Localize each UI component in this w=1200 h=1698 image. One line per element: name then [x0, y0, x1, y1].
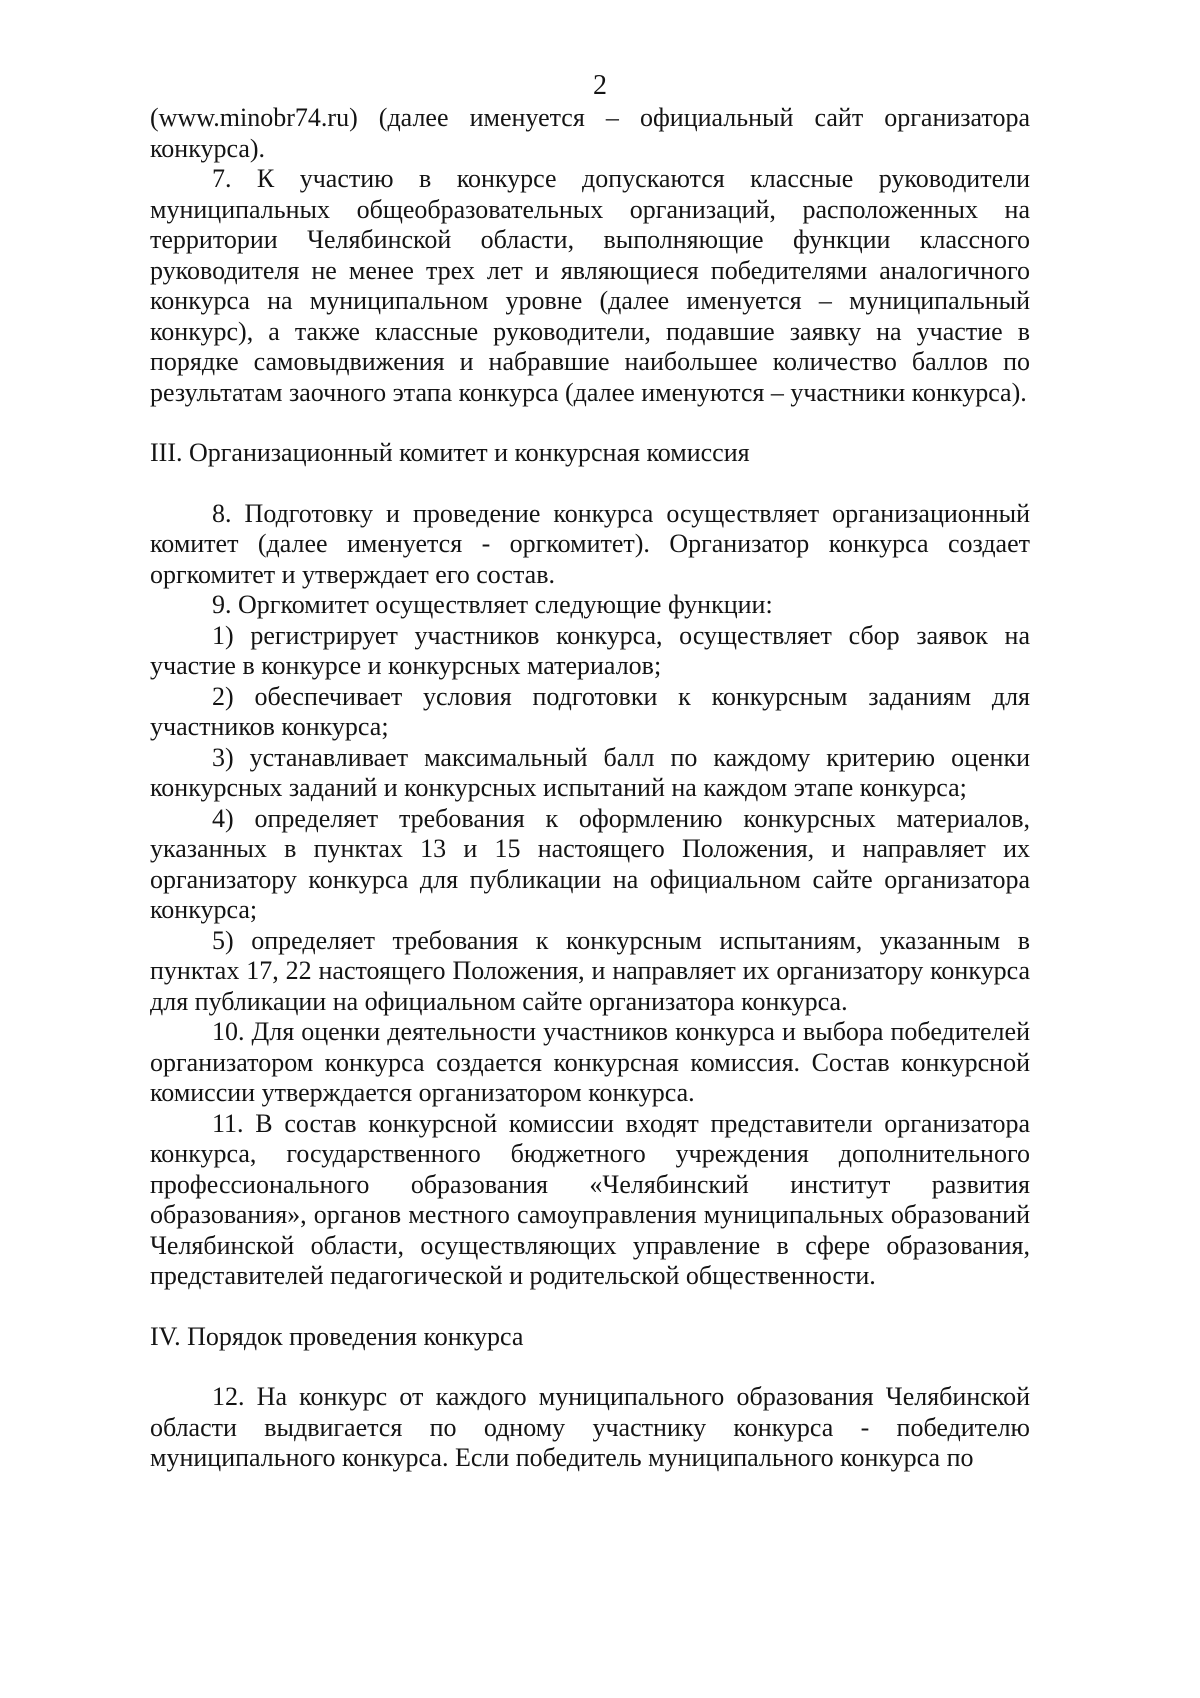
list-item-3: 3) устанавливает максимальный балл по каждому критерию оценки конкурсных заданий и конкурсных испытаний на каждом этапе конкурса; — [150, 742, 1030, 802]
paragraph-7: 7. К участию в конкурсе допускаются классные руководители муниципальных общеобразовательных организаций, расположенных на территории Челябинской области, выполняющие функции классного руководителя не менее трех лет и являющиеся победителями аналогичного конкурса на муниципальном уровне (далее именуется – муниципальный конкурс), а также классные руководители, подавшие заявку на участие в порядке самовыдвижения и набравшие наибольшее количество баллов по результатам заочного этапа конкурса (далее именуются – участники конкурса). — [150, 164, 1030, 407]
list-item-2: 2) обеспечивает условия подготовки к конкурсным заданиям для участников конкурса; — [150, 681, 1030, 741]
section-heading-4: IV. Порядок проведения конкурса — [150, 1321, 524, 1351]
paragraph-8: 8. Подготовку и проведение конкурса осуществляет организационный комитет (далее именуется - оргкомитет). Организатор конкурса создает оргкомитет и утверждает его состав. — [150, 498, 1030, 589]
paragraph-9: 9. Оргкомитет осуществляет следующие функции: — [212, 590, 773, 619]
page-number: 2 — [593, 70, 607, 101]
list-item-1: 1) регистрирует участников конкурса, осуществляет сбор заявок на участие в конкурсе и конкурсных материалов; — [150, 620, 1030, 680]
paragraph-12: 12. На конкурс от каждого муниципального образования Челябинской области выдвигается по одному участнику конкурса - победителю муниципального конкурса. Если победитель муниципального конкурса по — [150, 1382, 1030, 1472]
paragraph-continuation: (www.minobr74.ru) (далее именуется – официальный сайт организатора конкурса). — [150, 103, 1030, 163]
paragraph-11: 11. В состав конкурсной комиссии входят представители организатора конкурса, государственного бюджетного учреждения дополнительного профессионального образования «Челябинский институт развития образования», органов местного самоуправления муниципальных образований Челябинской области, осуществляющих управление в сфере образования, представителей педагогической и родительской общественности. — [150, 1108, 1030, 1290]
list-item-4: 4) определяет требования к оформлению конкурсных материалов, указанных в пунктах 13 и 15 настоящего Положения, и направляет их организатору конкурса для публикации на официальном сайте организатора конкурса; — [150, 803, 1030, 924]
paragraph-10: 10. Для оценки деятельности участников конкурса и выбора победителей организатором конкурса создается конкурсная комиссия. Состав конкурсной комиссии утверждается организатором конкурса. — [150, 1017, 1030, 1107]
list-item-5: 5) определяет требования к конкурсным испытаниям, указанным в пунктах 17, 22 настоящего Положения, и направляет их организатору конкурса для публикации на официальном сайте организатора конкурса. — [150, 925, 1030, 1016]
document-body — [150, 103, 1030, 1474]
section-heading-3: III. Организационный комитет и конкурсная комиссия — [150, 438, 750, 467]
